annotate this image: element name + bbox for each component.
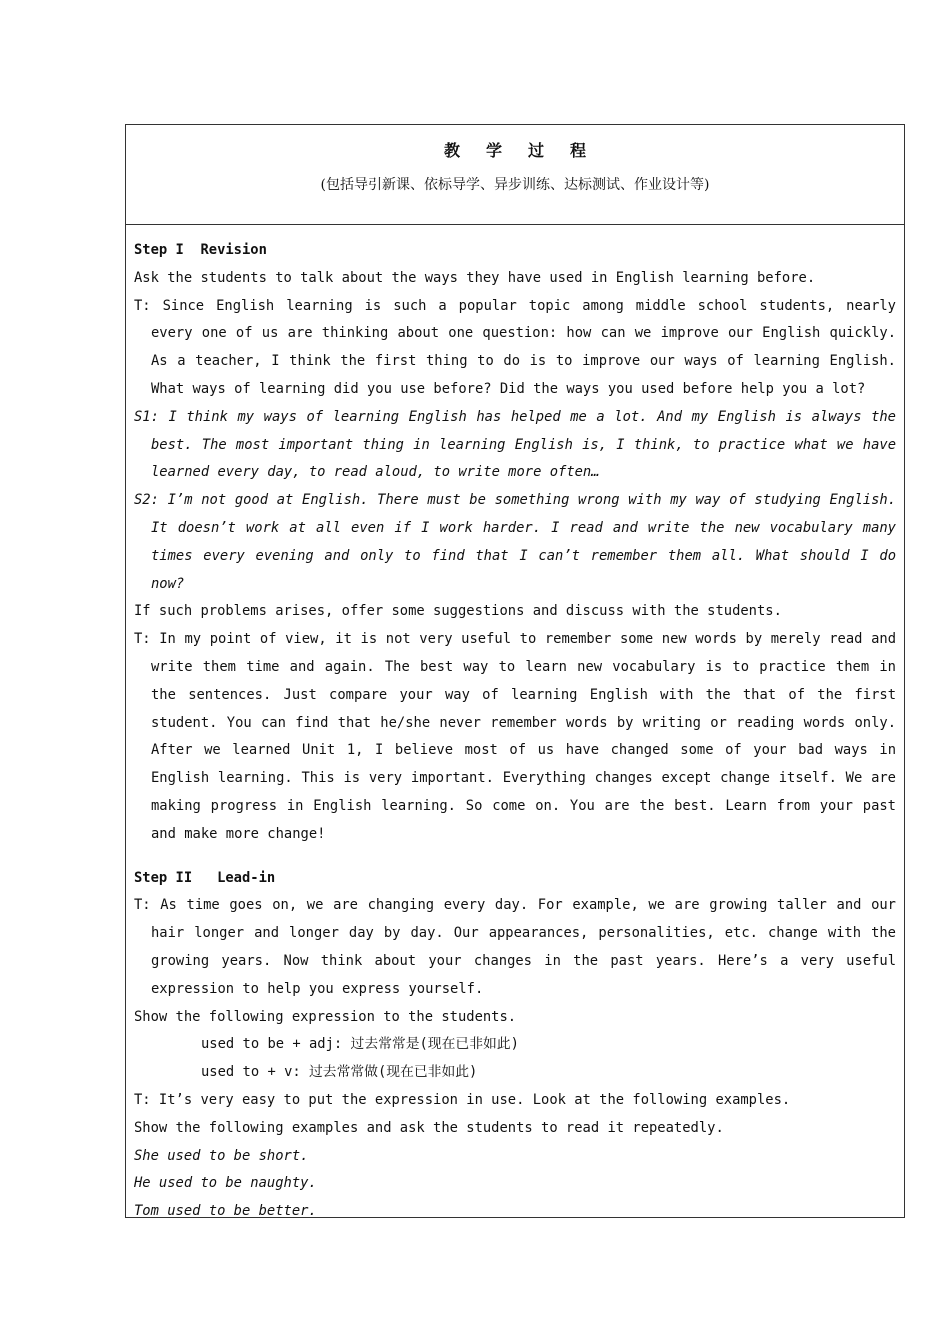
lesson-table — [125, 124, 905, 1218]
step1-problems: If such problems arises, offer some suggestions and discuss with the students. — [134, 603, 782, 620]
example-3: Tom used to be better. — [134, 1203, 317, 1220]
step1-teacher-2: T: In my point of view, it is not very useful to remember some new words by merely read and write them time and again. The best way to learn new vocabulary is to practice them in the sentences. Just compare your way of learning English with the that of the first student. You can find that he/she never remember words by writing or reading words only. After we learned Unit 1, I believe most of us have changed some of your bad ways in English learning. This is very important. Everything changes except change itself. We are making progress in English learning. So come on. You are the best. Learn from your past and make more change! — [134, 631, 896, 842]
page-title: 教学过程 — [443, 141, 612, 160]
step1-heading: Step I Revision — [134, 242, 267, 258]
step2-heading: Step II Lead-in — [134, 869, 276, 886]
expression-2: used to + v: 过去常常做(现在已非如此) — [201, 1064, 478, 1081]
expression-1: used to be + adj: 过去常常是(现在已非如此) — [201, 1036, 519, 1053]
step2-teacher-1: T: As time goes on, we are changing every day. For example, we are growing taller and our hair longer and longer day by day. Our appearances, personalities, etc. change with the growing years. Now think about your changes in the past years. Here’s a very useful expression to help you express yourself. — [134, 897, 896, 997]
example-2: He used to be naughty. — [134, 1175, 317, 1192]
step1-student-2: S2: I’m not good at English. There must be something wrong with my way of studying English. It doesn’t work at all even if I work harder. I read and write the new vocabulary many times every evening and only to find that I can’t remember them all. What should I do now? — [134, 492, 896, 592]
step1-student-1: S1: I think my ways of learning English has helped me a lot. And my English is always the best. The most important thing in learning English is, I think, to practice what we have learned every day, to read aloud, to write more often… — [134, 408, 896, 481]
page-subtitle: (包括导引新课、依标导学、异步训练、达标测试、作业设计等) — [320, 177, 710, 193]
step2-show-expression: Show the following expression to the students. — [134, 1008, 517, 1025]
step1-teacher-1: T: Since English learning is such a popular topic among middle school students, nearly every one of us are thinking about one question: how can we improve our English quickly. As a teacher, I think the first thing to do is to improve our ways of learning English. What ways of learning did you use before? Did the ways you used before help you a lot? — [134, 297, 896, 397]
example-1: She used to be short. — [134, 1147, 309, 1164]
lesson-body — [126, 225, 904, 1226]
step2-teacher-2: T: It’s very easy to put the expression in use. Look at the following examples. — [134, 1091, 791, 1108]
table-header — [126, 125, 904, 225]
step2-show-examples: Show the following examples and ask the students to read it repeatedly. — [134, 1119, 724, 1136]
section-gap — [134, 849, 896, 865]
step1-intro: Ask the students to talk about the ways they have used in English learning before. — [134, 269, 816, 286]
